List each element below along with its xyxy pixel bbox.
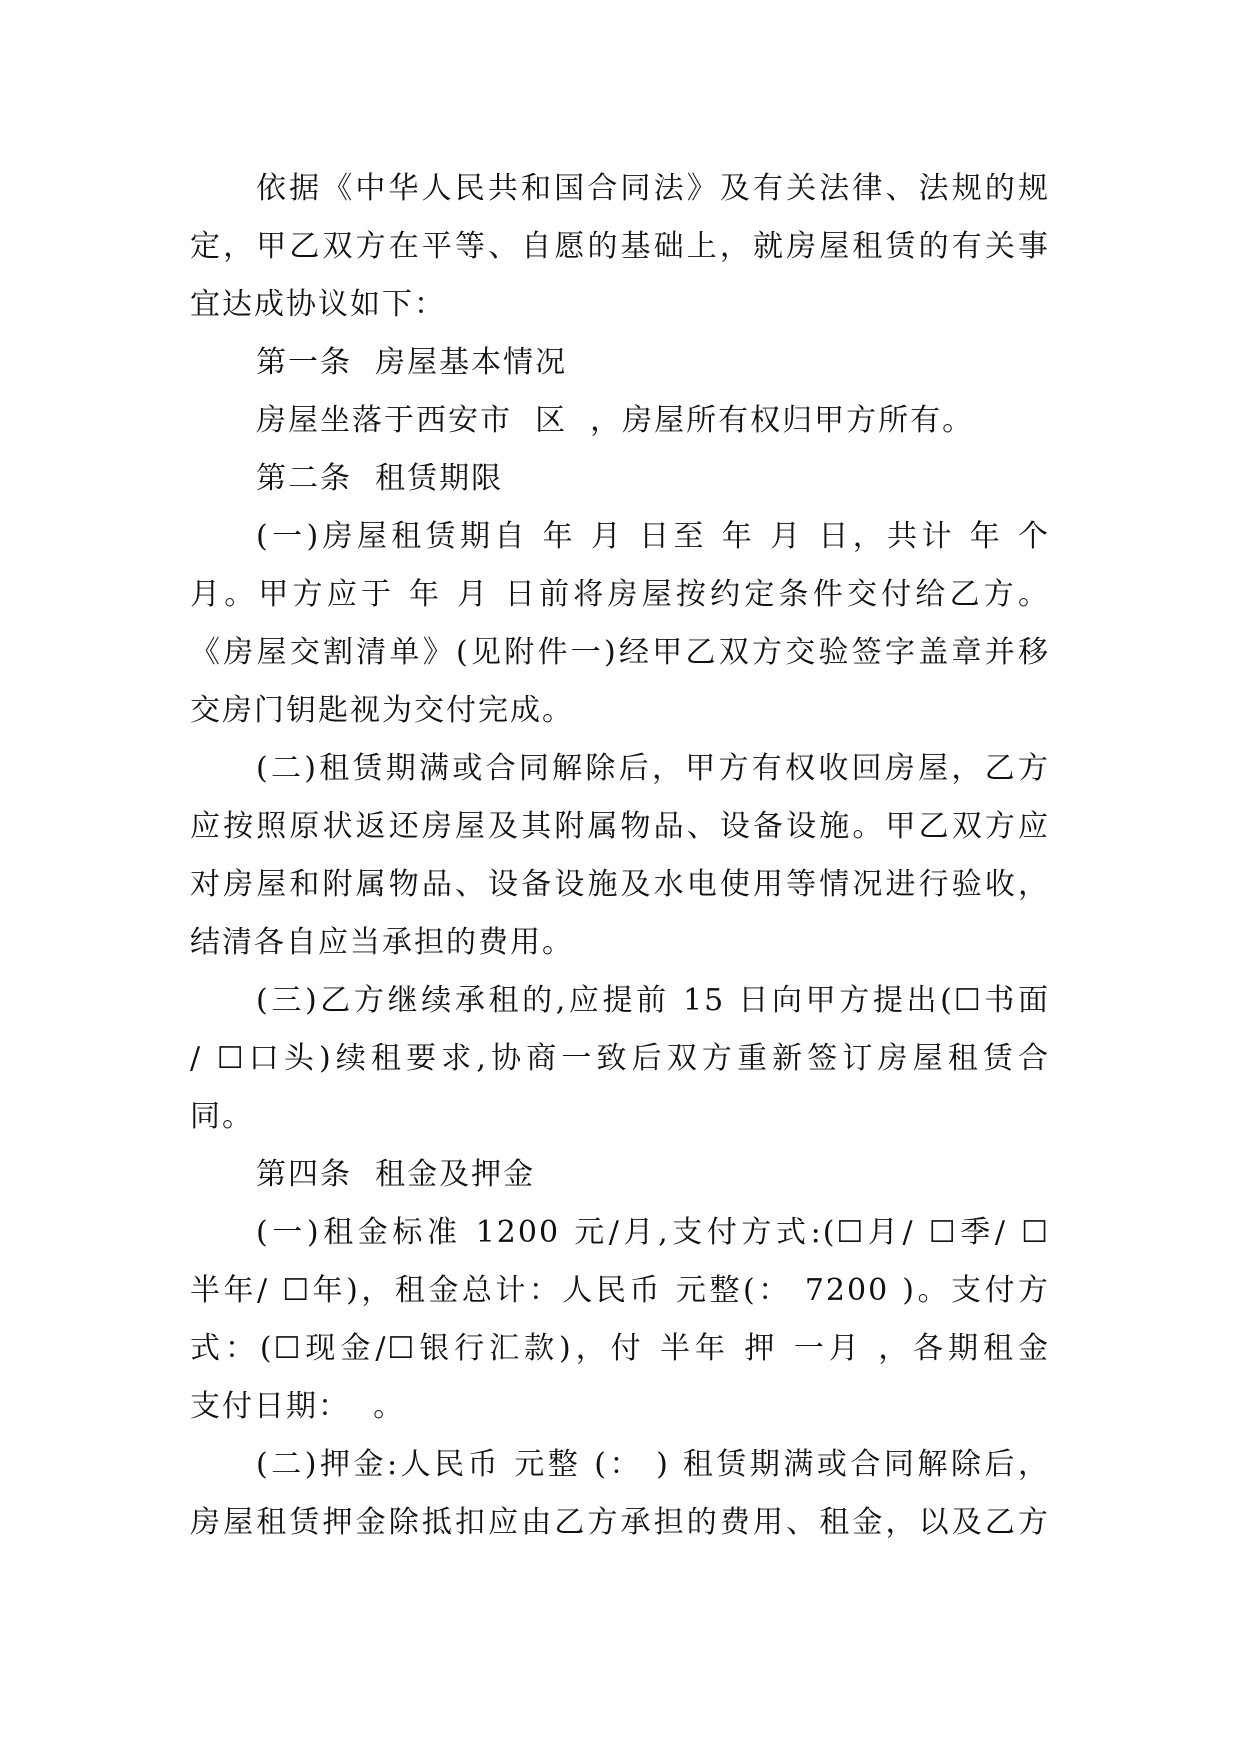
document-line: (一)租金标准 1200 元/月,支付方式:(☐月/ ☐季/ ☐ (256, 1215, 1050, 1250)
document-line: 月。甲方应于 年 月 日前将房屋按约定条件交付给乙方。 (190, 577, 1050, 612)
document-line: 宜达成协议如下： (190, 287, 446, 322)
document-line: 对房屋和附属物品、设备设施及水电使用等情况进行验收， (190, 867, 1050, 902)
document-line: 第二条 租赁期限 (256, 461, 504, 496)
document-line: 定，甲乙双方在平等、自愿的基础上，就房屋租赁的有关事 (190, 229, 1050, 264)
document-line: 结清各自应当承担的费用。 (190, 925, 574, 960)
document-line: 《房屋交割清单》(见附件一)经甲乙双方交验签字盖章并移 (190, 635, 1050, 670)
document-line: 式：(☐现金/☐银行汇款)，付 半年 押 一月 ，各期租金 (190, 1331, 1050, 1366)
document-line: 第四条 租金及押金 (256, 1157, 536, 1192)
document-line: 房屋租赁押金除抵扣应由乙方承担的费用、租金，以及乙方 (190, 1505, 1050, 1540)
document-line: 依据《中华人民共和国合同法》及有关法律、法规的规 (256, 171, 1050, 206)
document-line: (二)租赁期满或合同解除后，甲方有权收回房屋，乙方 (256, 751, 1050, 786)
document-line: 应按照原状返还房屋及其附属物品、设备设施。甲乙双方应 (190, 809, 1050, 844)
document-line: 第一条 房屋基本情况 (256, 345, 568, 380)
document-line: / ☐口头)续租要求,协商一致后双方重新签订房屋租赁合 (190, 1041, 1050, 1076)
document-line: 支付日期： 。 (190, 1389, 406, 1424)
document-line: 半年/ ☐年)，租金总计：人民币 元整(： 7200 )。支付方 (190, 1273, 1050, 1308)
document-line: 房屋坐落于西安市 区 ，房屋所有权归甲方所有。 (256, 403, 975, 438)
document-line: (三)乙方继续承租的,应提前 15 日向甲方提出(☐书面 (256, 983, 1050, 1018)
document-line: 同。 (190, 1099, 254, 1134)
document-line: (二)押金:人民币 元整 (： ) 租赁期满或合同解除后， (256, 1447, 1050, 1482)
document-body (190, 160, 1050, 1552)
document-line: (一)房屋租赁期自 年 月 日至 年 月 日，共计 年 个 (256, 519, 1050, 554)
document-line: 交房门钥匙视为交付完成。 (190, 693, 574, 728)
